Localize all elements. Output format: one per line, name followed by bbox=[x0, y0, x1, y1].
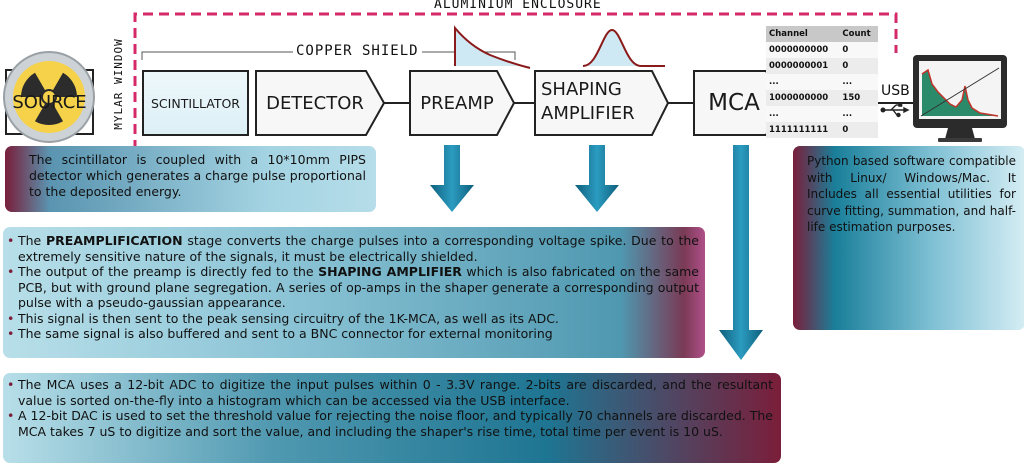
gaussian-pulse-icon bbox=[583, 30, 665, 66]
table-row bbox=[766, 42, 878, 58]
table-header-row bbox=[766, 26, 878, 42]
source-label: SOURCE bbox=[12, 91, 87, 113]
preamp-down-arrow bbox=[430, 145, 474, 212]
table-cell-count: 0 bbox=[839, 42, 878, 58]
usb-icon bbox=[881, 104, 908, 117]
software-note bbox=[793, 146, 1024, 330]
preamp-note-b1-bold: PREAMPLIFICATION bbox=[46, 233, 183, 248]
scintillator-label: SCINTILLATOR bbox=[151, 95, 240, 111]
preamp-pulse-icon bbox=[455, 28, 530, 68]
table-row bbox=[766, 90, 878, 106]
table-row bbox=[766, 58, 878, 74]
mca-note-list bbox=[7, 377, 773, 439]
list-item: • This signal is then sent to the peak sensing circuitry of the 1K-MCA, as well as its ADC. bbox=[7, 311, 699, 327]
table-cell-channel: 1111111111 bbox=[766, 122, 839, 138]
mca-note bbox=[3, 373, 781, 463]
shaping-amplifier-line2: AMPLIFIER bbox=[541, 103, 635, 124]
table-cell-count: 150 bbox=[839, 90, 878, 106]
table-cell-channel: 0000000001 bbox=[766, 58, 839, 74]
table-cell-count: ... bbox=[839, 106, 878, 122]
mca-channel-table bbox=[766, 26, 878, 138]
mca-down-arrow bbox=[719, 145, 763, 360]
list-item: • The MCA uses a 12-bit ADC to digitize the input pulses within 0 - 3.3V range. 2-bits are discarded, and the resultant value is sorted on-the-fly into a histogram which can be accessed via the USB interface. bbox=[7, 377, 773, 408]
list-item: • A 12-bit DAC is used to set the threshold value for rejecting the noise floor, and typically 70 channels are discarded. The MCA takes 7 uS to digitize and sort the value, and including the shaper's rise time, total time per event is 10 uS. bbox=[7, 408, 773, 439]
scintillator-note bbox=[5, 146, 376, 212]
shaping-down-arrow bbox=[575, 145, 619, 212]
table-cell-channel: ... bbox=[766, 74, 839, 90]
preamp-note-list bbox=[7, 233, 699, 342]
preamp-note-b2-prefix: The output of the preamp is directly fed to the bbox=[18, 264, 319, 279]
list-item: • The same signal is also buffered and sent to a BNC connector for external monitoring bbox=[7, 326, 699, 342]
preamp-label: PREAMP bbox=[420, 92, 494, 114]
preamp-note-b2-bold: SHAPING AMPLIFIER bbox=[318, 264, 462, 279]
preamp-note-b1-suffix: stage converts the charge pulses into a corresponding voltage spike. Due to the extremely sensitive nature of the signals, it must be electrically shielded. bbox=[18, 233, 699, 264]
table-cell-count: ... bbox=[839, 74, 878, 90]
table-header-channel: Channel bbox=[766, 26, 839, 42]
table-row bbox=[766, 74, 878, 90]
scintillator-note-text: The scintillator is coupled with a 10*10mm PIPS detector which generates a charge pulse proportional to the deposited energy. bbox=[29, 152, 366, 199]
table-cell-channel: 0000000000 bbox=[766, 42, 839, 58]
table-cell-channel: 1000000000 bbox=[766, 90, 839, 106]
table-header-count: Count bbox=[839, 26, 878, 42]
shaping-amplifier-label bbox=[535, 78, 660, 126]
preamp-note bbox=[3, 227, 705, 358]
aluminium-enclosure-label: ALUMINIUM ENCLOSURE bbox=[430, 0, 606, 12]
usb-label: USB bbox=[881, 83, 910, 99]
copper-shield-label: COPPER SHIELD bbox=[293, 43, 422, 59]
table-cell-count: 0 bbox=[839, 58, 878, 74]
shaping-amplifier-line1: SHAPING bbox=[541, 79, 622, 100]
mylar-window-label: MYLAR WINDOW bbox=[112, 38, 125, 130]
software-note-text: Python based software compatible with Linux/ Windows/Mac. It Includes all essential utilities for curve fitting, summation, and half-life estimation purposes. bbox=[807, 154, 1016, 234]
table-row bbox=[766, 122, 878, 138]
list-item bbox=[7, 233, 699, 264]
preamp-note-b1-prefix: The bbox=[18, 233, 47, 248]
table-row bbox=[766, 106, 878, 122]
preamp-note-b2-suffix: which is also fabricated on the same PCB, but with ground plane segregation. A series of op-amps in the shaper generate a corresponding output pulse with a pseudo-gaussian appearance. bbox=[18, 264, 699, 310]
table-cell-channel: ... bbox=[766, 106, 839, 122]
computer-monitor-icon bbox=[913, 55, 1007, 142]
detector-label: DETECTOR bbox=[266, 92, 364, 114]
table-cell-count: 0 bbox=[839, 122, 878, 138]
mca-label: MCA bbox=[708, 90, 760, 116]
list-item bbox=[7, 264, 699, 311]
